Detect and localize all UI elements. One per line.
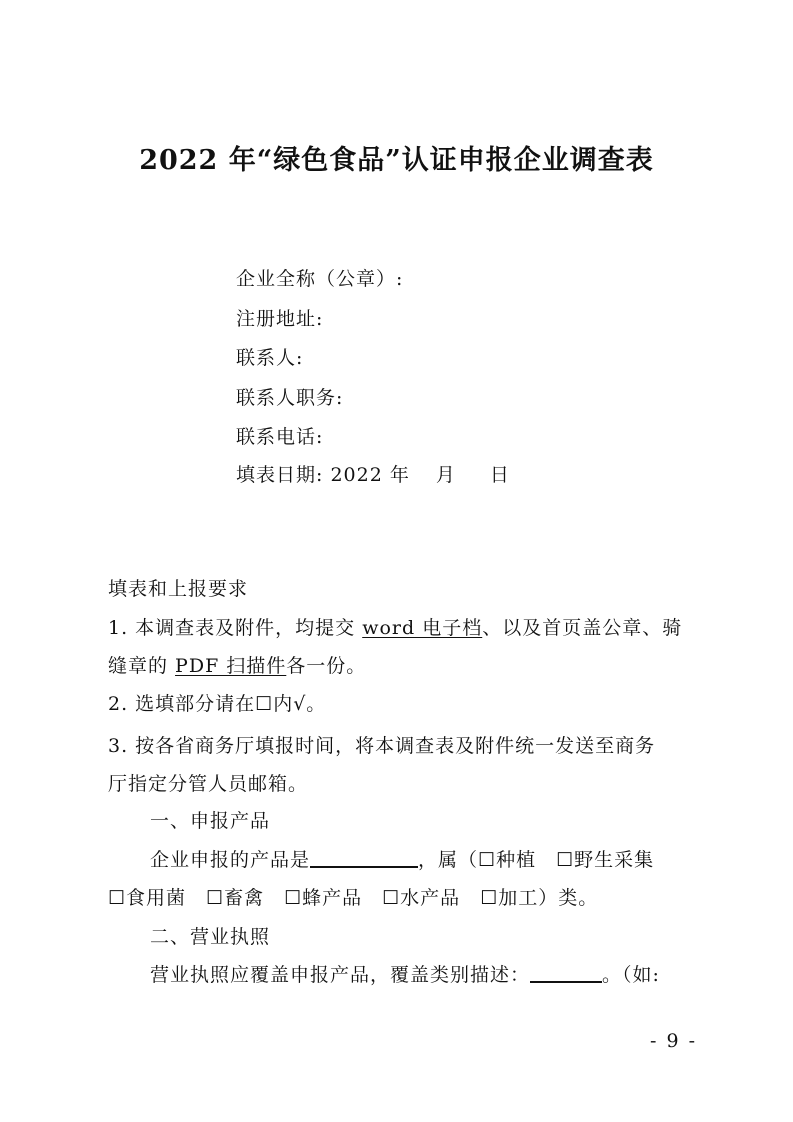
fill-date-year: 2022 年 xyxy=(330,464,410,486)
fill-date-row xyxy=(236,460,510,487)
fill-date-label: 填表日期: xyxy=(236,464,324,486)
product-line-2: ☐食用菌 ☐畜禽 ☐蜂产品 ☐水产品 ☐加工）类。 xyxy=(108,887,599,909)
requirement-item-3-line-2: 厅指定分管人员邮箱。 xyxy=(108,773,309,795)
requirement-item-1-line-2: 缝章的 PDF 扫描件各一份。 xyxy=(108,655,367,677)
section-1-heading: 一、申报产品 xyxy=(150,810,271,832)
company-name-label: 企业全称（公章）: xyxy=(236,268,404,290)
option-wild-collection[interactable]: ☐野生采集 xyxy=(556,849,655,871)
option-edible-fungi[interactable]: ☐食用菌 xyxy=(108,887,187,909)
document-title: 2022 年“绿色食品”认证申报企业调查表 xyxy=(139,145,654,176)
fill-date-day: 日 xyxy=(489,464,510,486)
section-2-heading: 二、营业执照 xyxy=(150,926,271,948)
requirement-item-1-line-1: 1. 本调查表及附件，均提交 word 电子档、以及首页盖公章、骑 xyxy=(108,617,683,639)
option-processing[interactable]: ☐加工 xyxy=(480,887,539,909)
option-bee-products[interactable]: ☐蜂产品 xyxy=(284,887,363,909)
requirement-item-3-line-1: 3. 按各省商务厅填报时间，将本调查表及附件统一发送至商务 xyxy=(108,735,656,757)
phone-label: 联系电话: xyxy=(236,426,324,448)
product-line-1: 企业申报的产品是 ，属（☐种植 ☐野生采集 xyxy=(150,849,655,871)
page-number: - 9 - xyxy=(649,1030,697,1052)
option-aquatic[interactable]: ☐水产品 xyxy=(382,887,461,909)
option-planting[interactable]: ☐种植 xyxy=(478,849,537,871)
license-line-1: 营业执照应覆盖申报产品，覆盖类别描述： 。（如: xyxy=(150,964,660,986)
requirement-item-2: 2. 选填部分请在☐内√。 xyxy=(108,693,327,715)
option-livestock[interactable]: ☐畜禽 xyxy=(206,887,265,909)
product-name-blank[interactable] xyxy=(310,866,418,868)
requirements-heading: 填表和上报要求 xyxy=(108,578,249,600)
fill-date-month: 月 xyxy=(435,464,456,486)
pdf-scan-text: PDF 扫描件 xyxy=(175,655,287,677)
contact-label: 联系人: xyxy=(236,347,304,369)
coverage-category-blank[interactable] xyxy=(530,981,602,983)
word-file-text: word 电子档 xyxy=(362,617,483,639)
contact-title-label: 联系人职务: xyxy=(236,387,344,409)
address-label: 注册地址: xyxy=(236,308,324,330)
